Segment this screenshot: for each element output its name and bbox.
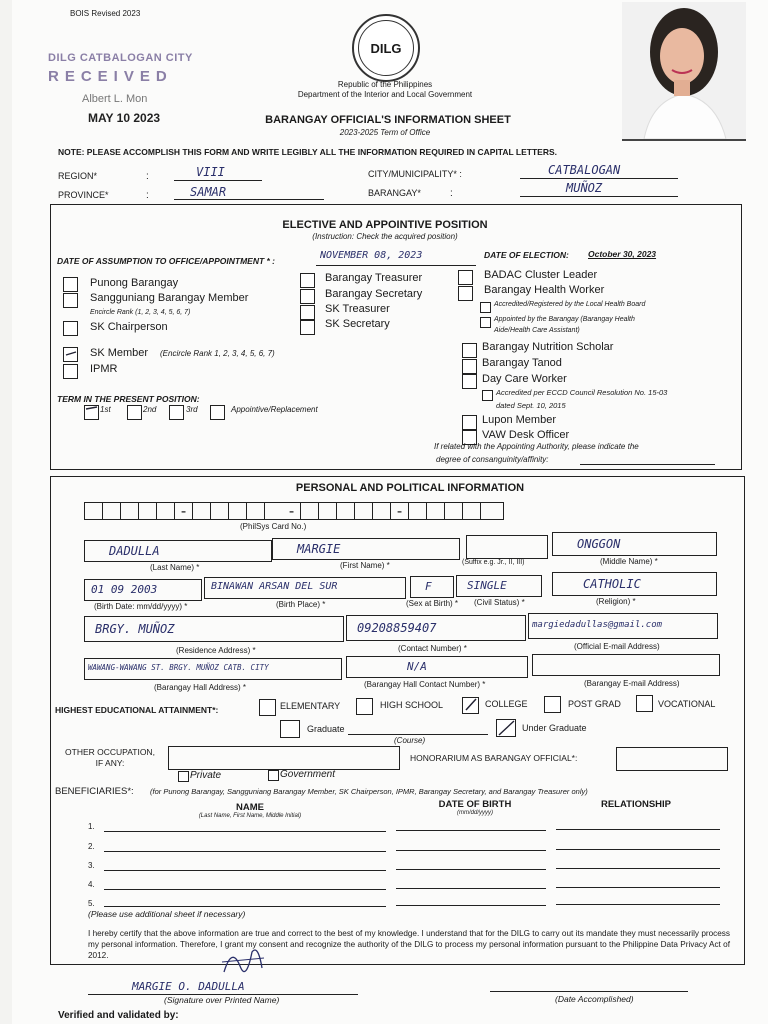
checkbox-sk-treasurer[interactable] — [300, 305, 315, 320]
city-label: CITY/MUNICIPALITY* : — [368, 169, 462, 179]
first-name-field[interactable] — [272, 538, 460, 560]
middle-name-field[interactable] — [552, 532, 717, 556]
philsys-cell — [409, 503, 427, 519]
checkbox-sk-member[interactable] — [63, 347, 78, 362]
checkbox-bhw-appointed[interactable] — [480, 317, 491, 328]
label-tanod: Barangay Tanod — [482, 357, 562, 369]
label-lupon: Lupon Member — [482, 414, 556, 426]
label-badac: BADAC Cluster Leader — [484, 269, 598, 281]
last-name-value: DADULLA — [109, 544, 160, 558]
barangay-line — [520, 196, 678, 197]
stamp-date: MAY 10 2023 — [88, 111, 161, 125]
birth-date-field[interactable] — [84, 579, 202, 601]
assumption-field[interactable]: NOVEMBER 08, 2023 — [320, 250, 423, 261]
checkbox-bhw[interactable] — [458, 286, 473, 301]
course-label: (Course) — [394, 736, 426, 745]
label-sk-chairperson: SK Chairperson — [90, 321, 168, 333]
region-colon: : — [146, 171, 149, 182]
consanguinity-line[interactable] — [580, 464, 715, 465]
col-rel-header: RELATIONSHIP — [600, 799, 672, 810]
signature-label: (Signature over Printed Name) — [164, 995, 280, 1005]
checkbox-term-2nd[interactable] — [127, 405, 142, 420]
brgy-hall-address-field[interactable] — [84, 658, 342, 680]
consanguinity-label: degree of consanguinity/affinity: — [436, 455, 549, 464]
philsys-cell — [355, 503, 373, 519]
philsys-cell — [247, 503, 265, 519]
stamp-office: DILG CATBALOGAN CITY — [48, 52, 193, 64]
philsys-cell — [463, 503, 481, 519]
checkbox-undergraduate[interactable] — [496, 719, 516, 737]
checkbox-bns[interactable] — [462, 343, 477, 358]
term-label: TERM IN THE PRESENT POSITION: — [57, 394, 200, 404]
beneficiary-name-line[interactable] — [104, 889, 386, 890]
checkbox-term-1st[interactable] — [84, 405, 99, 420]
religion-value: CATHOLIC — [583, 577, 641, 591]
check-mark-icon — [497, 720, 515, 736]
sex-label: (Sex at Birth) * — [406, 599, 459, 608]
beneficiary-name-line[interactable] — [104, 831, 386, 832]
beneficiary-row-number: 2. — [88, 842, 95, 851]
beneficiaries-note: (for Punong Barangay, Sangguniang Barangay Member, SK Chairperson, IPMR, Barangay Secretary, and Barangay Treasurer only) — [150, 787, 588, 796]
honorarium-field[interactable] — [616, 747, 728, 771]
beneficiary-rel-line[interactable] — [556, 868, 720, 869]
form-title: BARANGAY OFFICIAL'S INFORMATION SHEET — [265, 114, 511, 126]
region-field[interactable]: VIII — [196, 165, 225, 179]
other-occupation-label-cont: IF ANY: — [95, 758, 125, 768]
check-mark-icon — [64, 348, 77, 361]
signature-scribble-icon — [218, 942, 268, 982]
province-line — [174, 199, 324, 200]
checkbox-college[interactable] — [462, 697, 479, 714]
birth-place-field[interactable] — [204, 577, 406, 599]
checkbox-term-3rd[interactable] — [169, 405, 184, 420]
middle-name-value: ONGGON — [577, 537, 621, 551]
label-ipmr: IPMR — [90, 363, 118, 375]
religion-label: (Religion) * — [596, 597, 636, 606]
religion-field[interactable] — [552, 572, 717, 596]
official-email-value: margiedadullas@gmail.com — [532, 620, 663, 630]
birth-place-label: (Birth Place) * — [276, 600, 326, 609]
elective-position-section — [50, 204, 742, 470]
republic-label: Republic of the Philippines — [337, 80, 433, 89]
label-undergraduate: Under Graduate — [522, 723, 587, 733]
checkbox-bhw-accredited[interactable] — [480, 302, 491, 313]
certification-text: I hereby certify that the above information are true and correct to the best of my knowledge. I understand that for the DILG to carry out its mandate they must necessarily process my personal information. Therefore, I grant my consent and recognize the authority of the DILG to process my personal information pursuant to the Philippine Data Privacy Act of 2012. — [88, 929, 730, 960]
philsys-cell — [337, 503, 355, 519]
philsys-cell — [139, 503, 157, 519]
brgy-hall-contact-field[interactable] — [346, 656, 528, 678]
label-term-3rd: 3rd — [186, 405, 198, 414]
label-high-school: HIGH SCHOOL — [380, 700, 444, 710]
beneficiary-name-line[interactable] — [104, 870, 386, 871]
city-line — [520, 178, 678, 179]
label-graduate: Graduate — [307, 724, 345, 734]
label-vaw: VAW Desk Officer — [482, 429, 570, 441]
brgy-hall-contact-value: N/A — [407, 660, 427, 673]
beneficiary-name-line[interactable] — [104, 906, 386, 907]
other-occupation-field[interactable] — [168, 746, 400, 770]
philsys-label: (PhilSys Card No.) — [240, 522, 307, 531]
region-label: REGION* — [58, 171, 98, 181]
label-bhw: Barangay Health Worker — [484, 284, 605, 296]
beneficiaries-label: BENEFICIARIES*: — [55, 786, 134, 797]
checkbox-private[interactable] — [178, 771, 189, 782]
printed-name: MARGIE O. DADULLA — [132, 980, 245, 993]
col-name-sub: (Last Name, First Name, Middle Initial) — [198, 813, 302, 819]
beneficiary-dob-line[interactable] — [396, 888, 546, 889]
philsys-cell — [121, 503, 139, 519]
label-bhw-accredited: Accredited/Registered by the Local Health Board — [494, 301, 646, 308]
beneficiary-dob-line[interactable] — [396, 869, 546, 870]
beneficiary-dob-line[interactable] — [396, 830, 546, 831]
label-term-2nd: 2nd — [143, 405, 157, 414]
elective-instruction: (Instruction: Check the acquired position) — [312, 232, 458, 241]
last-name-label: (Last Name) * — [150, 563, 200, 572]
sex-field[interactable] — [410, 576, 454, 598]
encircle-rank-note: Encircle Rank (1, 2, 3, 4, 5, 6, 7) — [90, 309, 191, 316]
checkbox-post-grad[interactable] — [544, 696, 561, 713]
col-dob-header: DATE OF BIRTH — [438, 799, 512, 810]
birth-place-value: BINAWAN ARSAN DEL SUR — [211, 581, 338, 592]
additional-sheet-note: (Please use additional sheet if necessary) — [88, 909, 246, 919]
checkbox-sb-member[interactable] — [63, 293, 78, 308]
province-label: PROVINCE* — [58, 190, 109, 200]
beneficiary-rel-line[interactable] — [556, 887, 720, 888]
checkbox-ipmr[interactable] — [63, 364, 78, 379]
beneficiary-name-line[interactable] — [104, 851, 386, 852]
suffix-field[interactable] — [466, 535, 548, 559]
label-brgy-secretary: Barangay Secretary — [325, 288, 423, 300]
personal-title: PERSONAL AND POLITICAL INFORMATION — [295, 482, 525, 494]
checkbox-brgy-secretary[interactable] — [300, 289, 315, 304]
seal-text: DILG — [370, 40, 402, 56]
label-post-grad: POST GRAD — [568, 699, 621, 709]
contact-number-field[interactable] — [346, 615, 526, 641]
form-code: BOIS Revised 2023 — [70, 9, 141, 18]
barangay-label: BARANGAY* — [368, 188, 421, 198]
beneficiary-rel-line[interactable] — [556, 904, 720, 905]
official-email-label: (Official E-mail Address) — [574, 642, 660, 651]
label-daycare-accredited: Accredited per ECCD Council Resolution No. 15-03 — [496, 388, 668, 397]
checkbox-graduate[interactable] — [280, 720, 300, 738]
label-sb-member: Sangguniang Barangay Member — [90, 292, 249, 304]
checkbox-punong-barangay[interactable] — [63, 277, 78, 292]
philsys-cell — [427, 503, 445, 519]
honorarium-label: HONORARIUM AS BARANGAY OFFICIAL*: — [410, 753, 578, 763]
election-label: DATE OF ELECTION: — [484, 250, 569, 260]
course-line[interactable] — [348, 734, 488, 735]
beneficiary-row-number: 1. — [88, 822, 95, 831]
label-daycare: Day Care Worker — [482, 373, 567, 385]
philsys-cell — [373, 503, 391, 519]
philsys-dash: - — [175, 503, 193, 519]
civil-status-value: SINGLE — [467, 579, 507, 592]
education-label: HIGHEST EDUCATIONAL ATTAINMENT*: — [55, 705, 219, 715]
philsys-cell — [229, 503, 247, 519]
checkbox-term-appointive[interactable] — [210, 405, 225, 420]
brgy-email-field[interactable] — [532, 654, 720, 676]
residence-field[interactable] — [84, 616, 344, 642]
philsys-cell — [301, 503, 319, 519]
brgy-email-label: (Barangay E-mail Address) — [584, 679, 680, 688]
suffix-label: (Suffix e.g. Jr., II, III) — [462, 559, 525, 566]
term-of-office: 2023-2025 Term of Office — [339, 128, 431, 137]
id-photo — [622, 2, 746, 141]
checkbox-brgy-treasurer[interactable] — [300, 273, 315, 288]
checkbox-vocational[interactable] — [636, 695, 653, 712]
brgy-hall-address-label: (Barangay Hall Address) * — [154, 683, 247, 692]
middle-name-label: (Middle Name) * — [600, 557, 658, 566]
beneficiary-rel-line[interactable] — [556, 849, 720, 850]
received-stamp — [48, 52, 198, 138]
brgy-hall-contact-label: (Barangay Hall Contact Number) * — [364, 680, 486, 689]
label-brgy-treasurer: Barangay Treasurer — [325, 272, 423, 284]
philsys-cell — [445, 503, 463, 519]
label-bhw-appointed: Appointed by the Barangay (Barangay Health — [494, 316, 635, 323]
checkbox-lupon[interactable] — [462, 415, 477, 430]
brgy-hall-address-value: WAWANG-WAWANG ST. BRGY. MUÑOZ CATB. CITY — [88, 663, 269, 672]
check-mark-icon — [463, 698, 478, 713]
label-bns: Barangay Nutrition Scholar — [482, 341, 614, 353]
label-sk-member: SK Member — [90, 347, 149, 359]
dilg-seal-icon — [352, 14, 420, 82]
consanguinity-note: If related with the Appointing Authority, please indicate the — [434, 442, 639, 451]
label-private: Private — [190, 770, 222, 781]
last-name-field[interactable] — [84, 540, 272, 562]
contact-number-value: 09208859407 — [357, 621, 437, 635]
philsys-card-field[interactable] — [84, 502, 504, 520]
contact-number-label: (Contact Number) * — [398, 644, 467, 653]
label-bhw-appointed-cont: Aide/Health Care Assistant) — [494, 327, 580, 334]
stamp-receiver: Albert L. Mon — [82, 93, 148, 105]
civil-status-label: (Civil Status) * — [474, 598, 525, 607]
checkbox-high-school[interactable] — [356, 698, 373, 715]
date-accomplished-label: (Date Accomplished) — [555, 994, 634, 1004]
barangay-colon: : — [450, 188, 453, 199]
label-punong-barangay: Punong Barangay — [90, 277, 179, 289]
civil-status-field[interactable] — [456, 575, 542, 597]
other-occupation-label: OTHER OCCUPATION, — [65, 747, 155, 757]
col-name-header: NAME — [236, 802, 264, 813]
checkbox-sk-chairperson[interactable] — [63, 321, 78, 336]
person-photo-icon — [622, 2, 746, 139]
label-college: COLLEGE — [485, 699, 528, 709]
checkbox-government[interactable] — [268, 770, 279, 781]
checkbox-tanod[interactable] — [462, 359, 477, 374]
label-daycare-date: dated Sept. 10, 2015 — [496, 401, 566, 410]
assumption-line — [316, 265, 476, 266]
col-dob-sub: (mm/dd/yyyy) — [457, 810, 493, 816]
philsys-dash: - — [283, 503, 301, 519]
official-email-field[interactable] — [528, 613, 718, 639]
philsys-cell — [85, 503, 103, 519]
assumption-label: DATE OF ASSUMPTION TO OFFICE/APPOINTMENT * : — [57, 256, 276, 266]
election-date: October 30, 2023 — [588, 249, 657, 259]
philsys-dash: - — [391, 503, 409, 519]
elective-title: ELECTIVE AND APPOINTIVE POSITION — [282, 219, 488, 231]
residence-label: (Residence Address) * — [176, 646, 256, 655]
label-term-1st: 1st — [100, 405, 111, 414]
label-government: Government — [280, 769, 336, 780]
birth-date-value: 01 09 2003 — [91, 583, 158, 596]
province-colon: : — [146, 190, 149, 201]
beneficiary-row-number: 4. — [88, 880, 95, 889]
beneficiary-row-number: 5. — [88, 899, 95, 908]
beneficiary-dob-line[interactable] — [396, 850, 546, 851]
date-accomplished-line[interactable] — [490, 991, 688, 992]
philsys-cell — [193, 503, 211, 519]
region-line — [174, 180, 262, 181]
note-text: NOTE: PLEASE ACCOMPLISH THIS FORM AND WRITE LEGIBLY ALL THE INFORMATION REQUIRED IN CAPITAL LETTERS. — [58, 147, 557, 157]
department-label: Department of the Interior and Local Government — [297, 90, 473, 99]
barangay-field[interactable]: MUÑOZ — [566, 181, 603, 195]
label-vocational: VOCATIONAL — [658, 699, 716, 709]
beneficiary-row-number: 3. — [88, 861, 95, 870]
first-name-value: MARGIE — [297, 542, 341, 556]
checkbox-daycare[interactable] — [462, 374, 477, 389]
philsys-cell — [319, 503, 337, 519]
checkbox-elementary[interactable] — [259, 699, 276, 716]
check-mark-icon — [85, 406, 98, 419]
verified-label: Verified and validated by: — [58, 1010, 179, 1021]
philsys-cell — [103, 503, 121, 519]
birth-date-label: (Birth Date: mm/dd/yyyy) * — [94, 602, 188, 611]
sex-value: F — [425, 580, 432, 593]
philsys-cell — [211, 503, 229, 519]
checkbox-badac[interactable] — [458, 270, 473, 285]
label-sk-treasurer: SK Treasurer — [325, 303, 390, 315]
province-field[interactable]: SAMAR — [190, 185, 227, 199]
beneficiary-dob-line[interactable] — [396, 905, 546, 906]
beneficiary-rel-line[interactable] — [556, 829, 720, 830]
residence-value: BRGY. MUÑOZ — [95, 622, 175, 636]
sk-member-rank-note: (Encircle Rank 1, 2, 3, 4, 5, 6, 7) — [160, 349, 275, 358]
label-sk-secretary: SK Secretary — [325, 318, 390, 330]
checkbox-sk-secretary[interactable] — [300, 320, 315, 335]
checkbox-daycare-accredited[interactable] — [482, 390, 493, 401]
stamp-received: RECEIVED — [48, 68, 173, 85]
philsys-cell — [157, 503, 175, 519]
city-field[interactable]: CATBALOGAN — [548, 163, 621, 177]
first-name-label: (First Name) * — [340, 561, 390, 570]
label-term-appointive: Appointive/Replacement — [231, 405, 318, 414]
label-elementary: ELEMENTARY — [280, 701, 341, 711]
